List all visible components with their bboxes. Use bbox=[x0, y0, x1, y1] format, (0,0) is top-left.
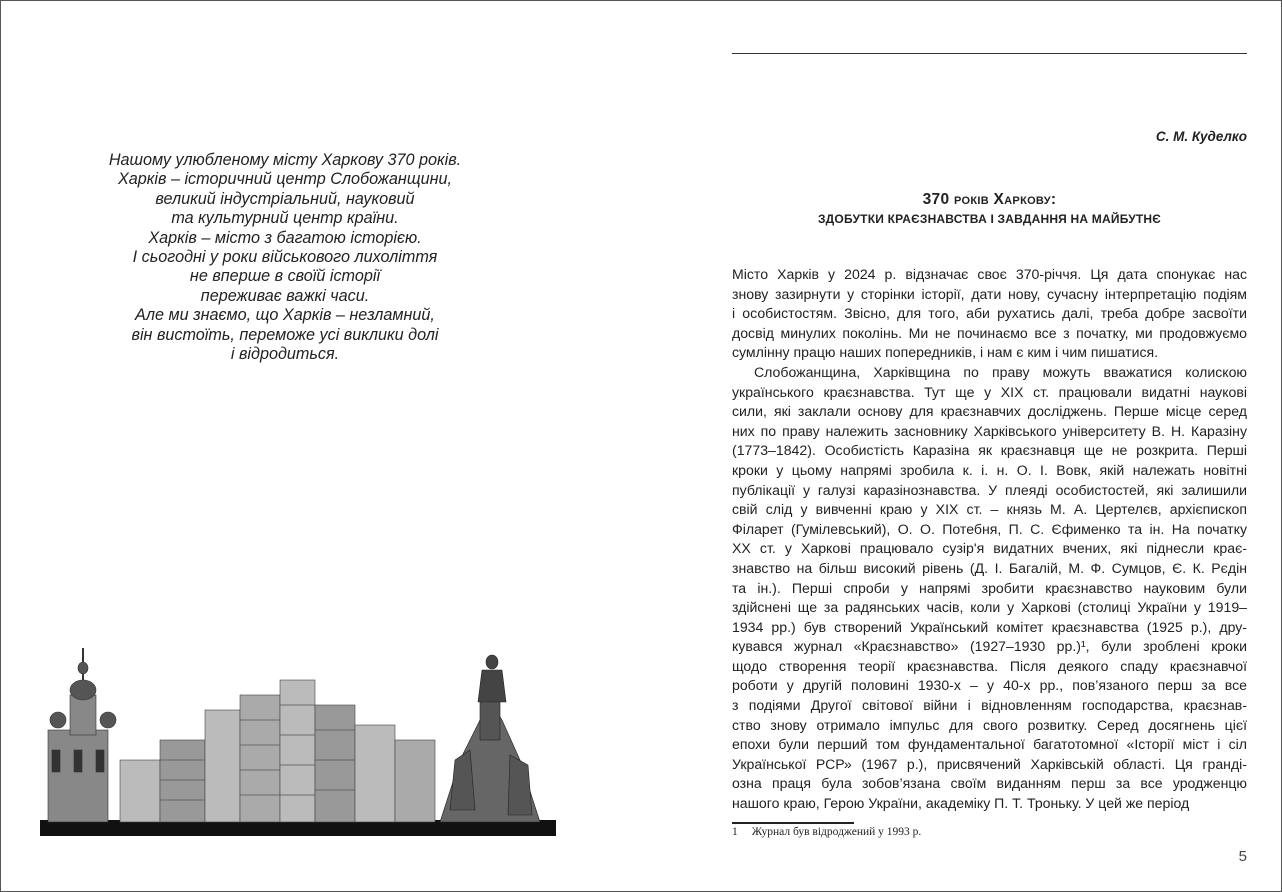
text-line: з подіями Другої світової війни і відновленням господарства, краєзнав- bbox=[732, 697, 1247, 714]
text-line: XX ст. у Харкові працювало сузір'я видатних вчених, які піднесли крає- bbox=[732, 540, 1247, 557]
article-author: С. М. Куделко bbox=[1155, 129, 1247, 144]
article-title-block bbox=[732, 191, 1247, 226]
poem-line: не вперше в своїй історії bbox=[189, 267, 381, 286]
text-line: та ін.). Перші спроби у напрямі зробити краєзнавство науковим були bbox=[732, 579, 1247, 596]
header-rule bbox=[732, 53, 1247, 54]
article-subtitle: ЗДОБУТКИ КРАЄЗНАВСТВА І ЗАВДАННЯ НА МАЙБУТНЄ bbox=[817, 212, 1162, 226]
text-line: щодо створення теорії краєзнавства. Після деякого спаду краєзнавчої bbox=[732, 657, 1247, 674]
poem-line: і відродиться. bbox=[230, 345, 340, 364]
poem-line: Але ми знаємо, що Харків – незламний, bbox=[135, 306, 435, 325]
poem-line: він вистоїть, переможе усі виклики долі bbox=[131, 325, 439, 344]
text-line: Української РСР» (1967 р.), присвячений Харківській області. Ця гранді- bbox=[732, 755, 1247, 772]
text-line: кувався журнал «Краєзнавство» (1927–1930 рр.)¹, були зроблені кроки bbox=[732, 638, 1247, 655]
footnote-text: Журнал був відроджений у 1993 р. bbox=[751, 826, 922, 838]
text-line: сили, які заклали основу для краєзнавчих досліджень. Перше місце серед bbox=[732, 403, 1247, 420]
poem-line: І сьогодні у роки військового лихоліття bbox=[132, 248, 438, 267]
text-line: них по праву належить засновнику Харківського університету В. Н. Каразіну bbox=[732, 422, 1247, 439]
text-line: Філарет (Гумілевський), О. О. Потебня, П. С. Єфименко та ін. На початку bbox=[732, 520, 1247, 537]
text-line: роботи у другій половині 1930-х – у 40-х рр., пов’язаного перш за все bbox=[732, 677, 1247, 694]
text-line: знову зазирнути у сторінки історії, дати нову, сучасну інтерпретацію подіям bbox=[732, 285, 1247, 302]
article-body bbox=[732, 265, 1247, 814]
poem-line: переживає важкі часи. bbox=[200, 286, 370, 305]
text-line: Місто Харків у 2024 р. відзначає своє 370-річчя. Ця дата спонукає нас bbox=[732, 266, 1247, 282]
article-title: 370 років Харкову: bbox=[922, 191, 1057, 208]
text-line: 1934 рр.) був створений Український комітет краєзнавства (1925 р.), дру- bbox=[732, 618, 1247, 635]
text-line: досвід минулих поколінь. Ми не починаємо все з початку, ми продовжуємо bbox=[732, 324, 1247, 341]
text-line: Слобожанщина, Харківщина по праву можуть вважатися колискою bbox=[754, 363, 1247, 380]
footnote bbox=[732, 826, 921, 838]
text-line: (1773–1842). Особистість Каразіна як краєзнавця ще не розкрита. Перші bbox=[732, 442, 1247, 459]
poem-line: Харків – історичний центр Слобожанщини, bbox=[117, 170, 453, 189]
text-line: публікації у галузі каразінознавства. У плеяді особистостей, які залишили bbox=[732, 481, 1247, 498]
text-line: епохи були перший том фундаментальної багатотомної «Історії міст і сіл bbox=[732, 736, 1247, 753]
text-line: здійснені ще за радянських часів, коли у Харкові (столиці України у 1919– bbox=[732, 599, 1247, 616]
text-line: знавство на більш високий рівень (Д. І. Багалій, М. Ф. Сумцов, Є. К. Рєдін bbox=[732, 559, 1247, 576]
footnote-rule bbox=[732, 822, 854, 824]
poem-line: Нашому улюбленому місту Харкову 370 років. bbox=[108, 151, 462, 169]
poem-line: Харків – місто з багатою історією. bbox=[148, 228, 422, 247]
text-line: нашого краю, Герою України, академіку П. Т. Троньку. У цей же період bbox=[732, 795, 1190, 812]
poem-line: великий індустріальний, науковий bbox=[155, 189, 415, 208]
dedication-poem bbox=[60, 151, 510, 364]
kharkiv-skyline-illustration bbox=[40, 640, 556, 836]
text-line: українського краєзнавства. Тут ще у XIX ст. працювали видатні наукові bbox=[732, 383, 1247, 400]
text-line: озна праця була зобов’язана своїм виданням перш за все уродженцю bbox=[732, 775, 1247, 792]
page-number: 5 bbox=[1238, 848, 1247, 865]
footnote-mark: 1 bbox=[732, 826, 738, 838]
text-line: і особистостям. Звісно, для того, аби рухатись далі, треба добре засвоїти bbox=[732, 305, 1247, 322]
poem-line: та культурний центр країни. bbox=[171, 209, 399, 228]
text-line: кроки у цьому напрямі зробила к. і. н. О. І. Вовк, якій належать новітні bbox=[732, 461, 1247, 478]
text-line: ство знову отримало імпульс для свого розвитку. Серед досягнень цієї bbox=[732, 716, 1247, 733]
text-line: сумлінну працю наших попередників, і нам є ким і чим пишатися. bbox=[732, 344, 1159, 361]
text-line: свій слід у вивченні краю у XIX ст. – князь М. А. Цертелєв, архієпископ bbox=[732, 501, 1247, 518]
